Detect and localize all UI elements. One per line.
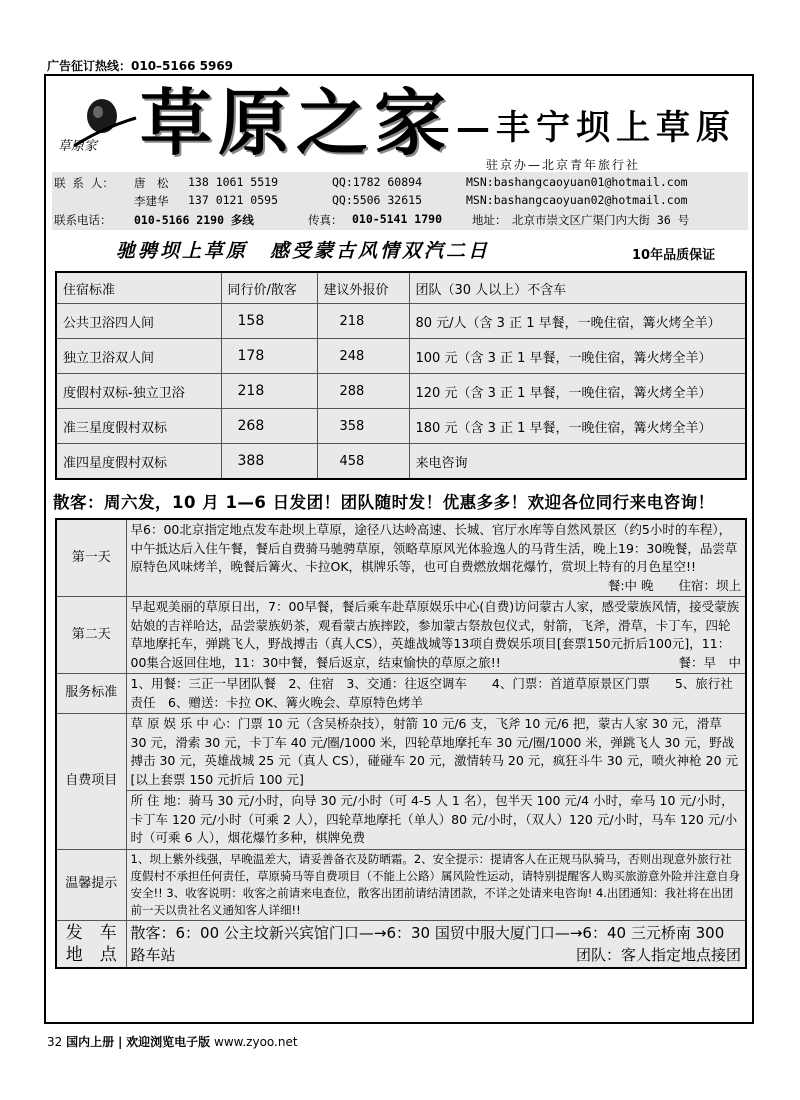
price-row [56, 409, 746, 444]
depart-content [126, 920, 746, 968]
beijing-office: 驻京办—北京青年旅行社 [486, 158, 641, 172]
tips-label: 温馨提示 [56, 849, 126, 920]
day2-content [126, 597, 746, 674]
room-type: 准三星度假村双标 [56, 409, 221, 444]
price-header-row [56, 272, 746, 304]
quality-badge: 10年品质保证 [632, 248, 716, 263]
price-header-cell: 同行价/散客 [221, 272, 317, 304]
grassland-logo [54, 88, 142, 158]
footer-website: www.zyoo.net [214, 1035, 298, 1049]
promo-banner: 散客：周六发，10 月 1—6 日发团！团队随时发！优惠多多！欢迎各位同行来电咨询！ [53, 493, 715, 512]
peer-price: 218 [221, 374, 317, 409]
selfpay-text-center: 草 原 娱 乐 中 心：门票 10 元（含吴桥杂技），射箭 10 元/6 支，飞斧 10 元/6 把，蒙古人家 30 元，滑草 30 元，滑索 30 元，卡丁车 40 元/圈/1000 米，四轮草地摩托车 30 元/圈/1000 米，弹跳飞人 30 元，野战搏击 30 元，英雄战城 25 元（真人 CS），碰碰车 20 元，激情转马 20 元，疯狂斗牛 30 元，喷火神枪 20 元 [以上套票 150 元折后 100 元] [126, 714, 746, 791]
day1-text: 早6：00北京指定地点发车赴坝上草原，途径八达岭高速、长城、官厅水库等自然风景区（约5小时的车程），中午抵达后入住午餐，餐后自费骑马驰骋草原，领略草原风光体验逸人的马背生活，晚上19：30晚餐，品尝草原特色风味烤羊，晚餐后篝火、卡拉OK，棋牌乐等，也可自费燃放烟花爆竹，赏坝上特有的月色星空!! [130, 522, 738, 574]
selfpay-text-lodging: 所 住 地：骑马 30 元/小时，向导 30 元/小时（可 4-5 人 1 名），包半天 100 元/4 小时，牵马 10 元/小时，卡丁车 120 元/小时（可乘 2 人），四轮草地摩托（单人）80 元/小时，（双人）120 元/小时，马车 120 元/小时（可乘 6 人），烟花爆竹多种，棋牌免费 [126, 791, 746, 850]
retail-price: 248 [317, 339, 409, 374]
contact-label: 联 系 人： [54, 176, 114, 190]
service-label: 服务标准 [56, 674, 126, 714]
depart-label: 发 车 地 点 [56, 920, 126, 968]
group-price: 180 元（含 3 正 1 早餐，一晚住宿，篝火烤全羊） [409, 409, 746, 444]
room-type: 度假村双标-独立卫浴 [56, 374, 221, 409]
itinerary-row-tips [56, 849, 746, 920]
ad-hotline: 广告征订热线：010–5166 5969 [47, 59, 234, 73]
footer-slogan: 欢迎浏览电子版 [126, 1035, 211, 1049]
retail-price: 458 [317, 444, 409, 480]
brand-subtitle: ——丰宁坝上草原 [416, 108, 736, 148]
retail-price: 218 [317, 304, 409, 339]
room-type: 独立卫浴双人间 [56, 339, 221, 374]
itinerary-table [55, 518, 764, 969]
price-header-cell: 建议外报价 [317, 272, 409, 304]
itinerary-row-service [56, 674, 746, 714]
price-header-cell: 住宿标准 [56, 272, 221, 304]
selfpay-label: 自费项目 [56, 714, 126, 850]
itinerary-row-depart [56, 920, 746, 968]
tel-number: 010-5166 2190 多线 [134, 213, 254, 227]
retail-price: 288 [317, 374, 409, 409]
group-price: 80 元/人（含 3 正 1 早餐，一晚住宿，篝火烤全羊） [409, 304, 746, 339]
contact-name-1: 唐 松 [134, 176, 169, 190]
day1-label: 第一天 [56, 519, 126, 597]
room-type: 准四星度假村双标 [56, 444, 221, 480]
group-price: 120 元（含 3 正 1 早餐，一晚住宿，篝火烤全羊） [409, 374, 746, 409]
contact-msn-1: MSN:bashangcaoyuan01@hotmail.com [466, 175, 688, 189]
depart-text-group: 团队：客人指定地点接团 [575, 945, 741, 964]
room-type: 公共卫浴四人间 [56, 304, 221, 339]
retail-price: 358 [317, 409, 409, 444]
itinerary-row-day2 [56, 597, 746, 674]
itinerary-row-day1 [56, 519, 746, 597]
contact-qq-2: QQ:5506 32615 [332, 193, 423, 207]
day2-label: 第二天 [56, 597, 126, 674]
itinerary-row-selfpay-2 [56, 791, 746, 850]
group-price: 100 元（含 3 正 1 早餐，一晚住宿，篝火烤全羊） [409, 339, 746, 374]
fax-number: 010-5141 1790 [352, 212, 443, 226]
depart-text-individual: 散客：6：00 公主坟新兴宾馆门口—→6：30 国贸中服大厦门口—→6：40 三元桥南 300 路车站 [130, 923, 725, 964]
peer-price: 158 [221, 304, 317, 339]
contact-msn-2: MSN:bashangcaoyuan02@hotmail.com [466, 193, 688, 207]
day1-meals: 餐:中 晚 住宿：坝上 [607, 577, 741, 593]
price-table [55, 271, 747, 480]
contact-name-2: 李建华 [134, 194, 169, 208]
contact-block [52, 172, 748, 230]
page-number: 32 [47, 1035, 63, 1049]
svg-text:草原家: 草原家 [58, 139, 98, 154]
tips-text: 1、坝上紫外线强，早晚温差大，请妥善备衣及防晒霜。2、安全提示：提请客人在正规马队骑马，否则出现意外旅行社度假村不承担任何责任，草原骑马等自费项目（不能上公路）属风险性运动，请特别提醒客人购买旅游意外险并注意自身安全!! 3、收客说明：收客之前请来电查位，散客出团前请结清团款，不详之处请来电咨询! 4.出团通知：我社将在出团前一天以贵社名义通知客人详细!! [126, 849, 746, 920]
footer-separator: | [117, 1035, 123, 1049]
price-header-cell: 团队（30 人以上）不含车 [409, 272, 746, 304]
contact-phone-2: 137 0121 0595 [188, 193, 279, 207]
day2-text: 早起观美丽的草原日出，7：00早餐，餐后乘车赴草原娱乐中心(自费)访问蒙古人家，感受蒙族风情，接受蒙族姑娘的吉祥哈达，品尝蒙族奶茶，观看蒙古族摔跤，参加蒙古祭敖包仪式，射箭，飞斧，滑草，卡丁车，四轮草地摩托车，弹跳飞人，野战搏击（真人CS），英雄战城等13项自费娱乐项目[套票150元折后100元]，11：00集合返回住地，11：30中餐，餐后返京，结束愉快的草原之旅!! [130, 599, 740, 670]
price-row [56, 444, 746, 480]
address-label: 地址： [472, 213, 507, 227]
brand-title: 草原之家 [140, 80, 453, 165]
service-text: 1、用餐：三正一早团队餐 2、住宿 3、交通：往返空调车 4、门票：首道草原景区门票 5、旅行社责任 6、赠送：卡拉 OK、篝火晚会、草原特色烤羊 [126, 674, 746, 714]
itinerary-row-selfpay [56, 714, 746, 791]
peer-price: 178 [221, 339, 317, 374]
peer-price: 388 [221, 444, 317, 480]
slogan: 驰骋坝上草原 感受蒙古风情双汽二日 [116, 240, 491, 262]
day2-meals: 餐：早 中 [678, 654, 741, 670]
price-row [56, 374, 746, 409]
day1-content [126, 519, 746, 597]
contact-qq-1: QQ:1782 60894 [332, 175, 423, 189]
price-row [56, 339, 746, 374]
address: 北京市崇文区广渠门内大街 36 号 [512, 213, 690, 227]
peer-price: 268 [221, 409, 317, 444]
group-price: 来电咨询 [409, 444, 746, 480]
section-name: 国内上册 [66, 1035, 115, 1049]
page-footer [47, 1033, 298, 1050]
price-row [56, 304, 746, 339]
fax-label: 传真： [308, 213, 343, 227]
contact-phone-1: 138 1061 5519 [188, 175, 279, 189]
tel-label: 联系电话： [54, 213, 112, 227]
